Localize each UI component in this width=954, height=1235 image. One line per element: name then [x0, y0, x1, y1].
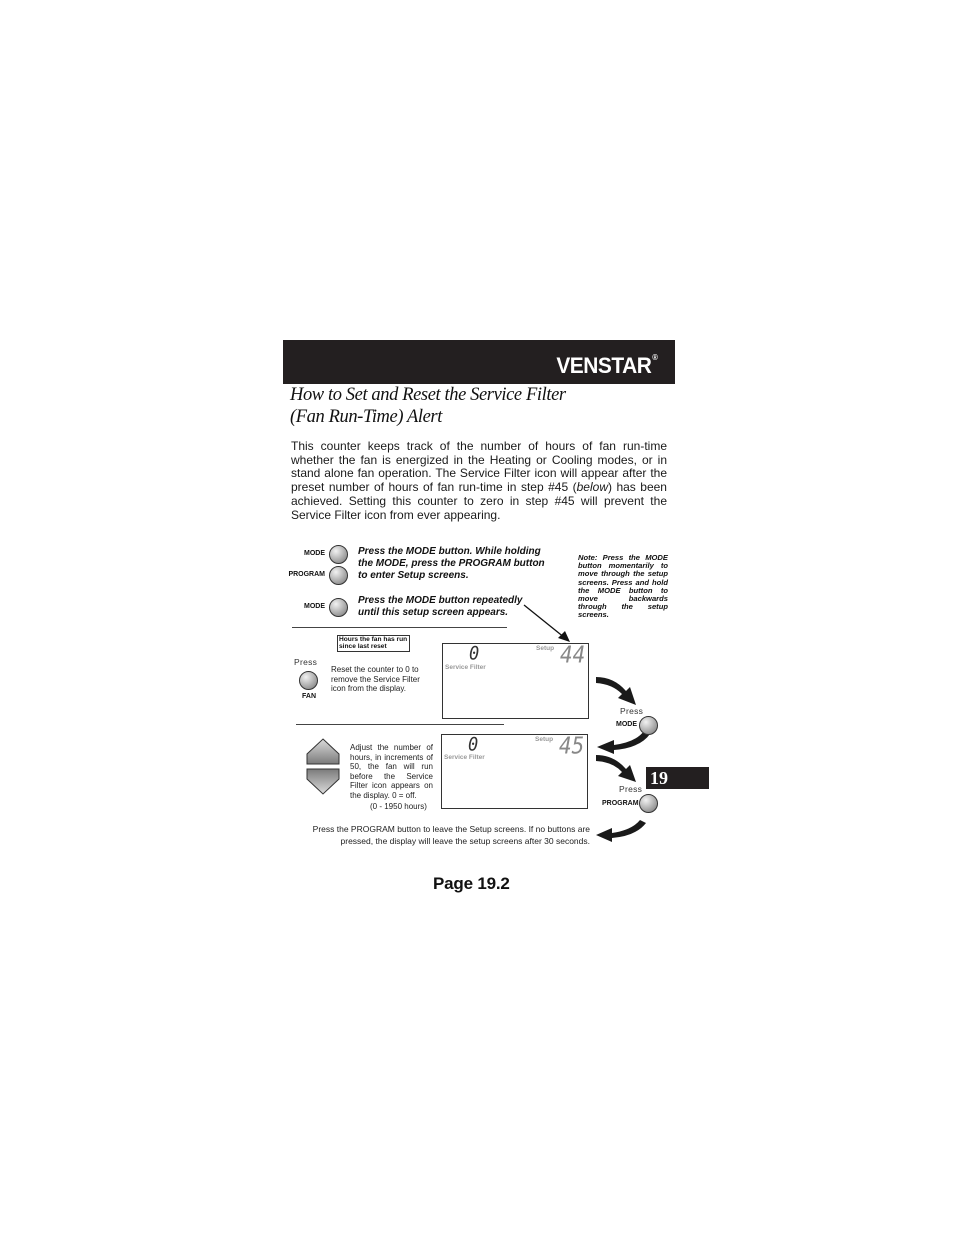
press-program-label: Press: [619, 784, 643, 794]
page-number: Page 19.2: [433, 874, 510, 893]
side-program-label: PROGRAM: [602, 800, 639, 807]
press-mode-label: Press: [620, 706, 644, 716]
fan-label: FAN: [302, 693, 316, 700]
intro-paragraph: This counter keeps track of the number of hours of fan run-time whether the fan is energized in the Heating or Cooling modes, or in stand alone fan operation. The Service Filter icon will appear after the preset number of hours of fan run-time in step #45 (below) has been achieved. Setting this counter to zero in step #45 will prevent the Service Filter icon from ever appearing.: [291, 439, 667, 522]
curved-arrow-1: [596, 677, 636, 705]
mode-label-2: MODE: [304, 603, 325, 610]
service-filter-icon: Service Filter: [445, 664, 486, 671]
hours-callout: Hours the fan has run since last reset: [337, 635, 410, 652]
mode-label-1: MODE: [304, 550, 325, 557]
lcd-setup-label: Setup: [535, 736, 554, 743]
step-2-instruction: Press the MODE button repeatedly until this setup screen appears.: [358, 595, 523, 618]
lcd-setup-label: Setup: [536, 645, 555, 652]
setup-note: Note: Press the MODE button momentarily to move through the setup screens. Press and hold the MODE button to move backwards through the setup screens.: [578, 553, 668, 620]
program-label-1: PROGRAM: [288, 571, 325, 578]
reset-instruction: Reset the counter to 0 to remove the Service Filter icon from the display.: [331, 665, 420, 693]
hours-range: (0 - 1950 hours): [370, 802, 427, 811]
curved-arrow-3: [596, 755, 636, 782]
side-mode-button[interactable]: [639, 716, 658, 735]
exit-instruction: Press the PROGRAM button to leave the Setup screens. If no buttons are pressed, the display will leave the setup screens after 30 seconds.: [312, 824, 590, 846]
chapter-tab: 19: [646, 767, 709, 789]
side-program-button[interactable]: [639, 794, 658, 813]
lcd-step-number: 44: [560, 641, 586, 669]
side-mode-label: MODE: [616, 721, 637, 728]
curved-arrow-2: [597, 731, 650, 754]
lcd-value: 0: [468, 734, 479, 756]
service-filter-icon: Service Filter: [444, 754, 485, 761]
title-line-1: How to Set and Reset the Service Filter: [290, 385, 566, 405]
press-fan-label: Press: [294, 657, 318, 667]
lcd-value: 0: [469, 643, 480, 665]
adjust-instruction: Adjust the number of hours, in increments of 50, the fan will run before the Service Filter icon appears on the display. 0 = off.: [350, 743, 433, 800]
lcd-step-number: 45: [559, 732, 585, 760]
brand-logo: VENSTAR®: [555, 353, 657, 378]
curved-arrow-4: [596, 820, 646, 842]
step-1-instruction: Press the MODE button. While holding the MODE, press the PROGRAM button to enter Setup screens.: [358, 546, 545, 581]
title-line-2: (Fan Run-Time) Alert: [290, 407, 442, 427]
